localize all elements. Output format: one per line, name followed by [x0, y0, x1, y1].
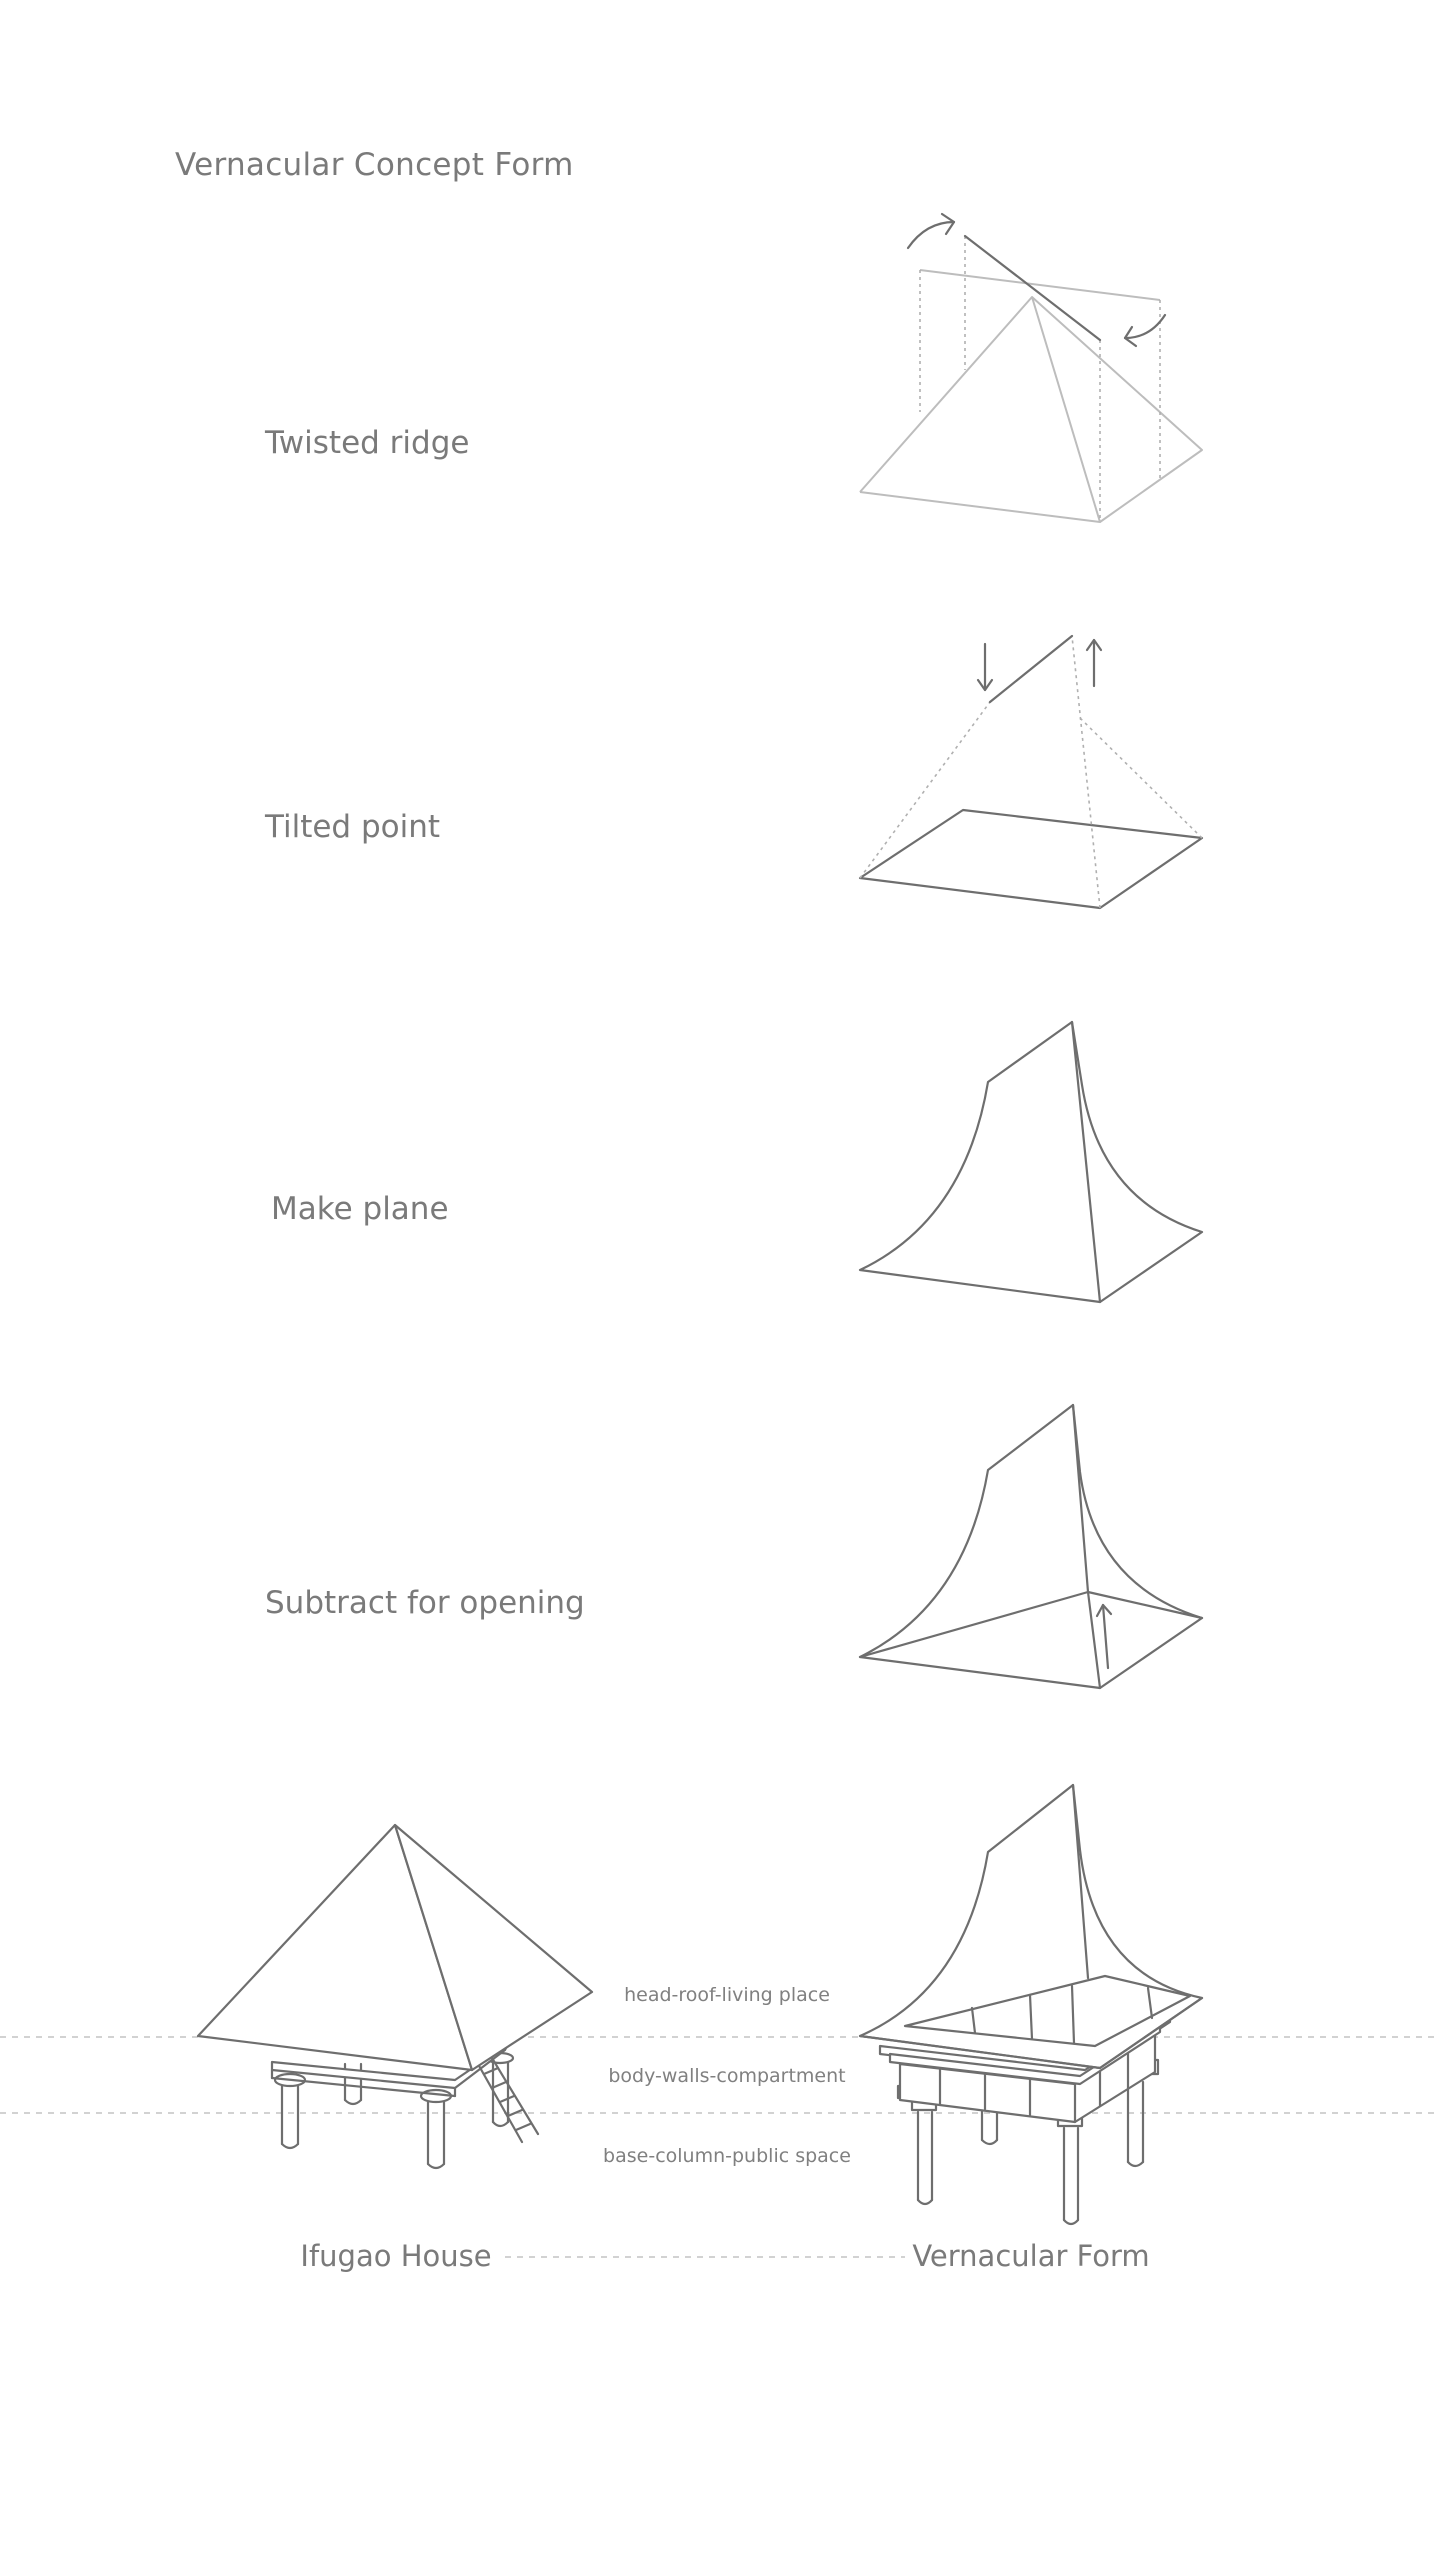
footer-label-ifugao-house: Ifugao House — [300, 2239, 492, 2273]
step-label-tilted-point: Tilted point — [265, 809, 441, 845]
make-plane-drawing — [860, 1022, 1202, 1302]
step-label-make-plane: Make plane — [271, 1191, 449, 1227]
step-label-subtract-opening: Subtract for opening — [265, 1585, 585, 1621]
footer-label-vernacular-form: Vernacular Form — [912, 2239, 1150, 2273]
layer-label-body: body-walls-compartment — [608, 2065, 846, 2087]
ifugao-house-drawing — [198, 1825, 592, 2168]
tilted-point-drawing — [860, 636, 1202, 908]
subtract-opening-drawing — [860, 1405, 1202, 1688]
step-label-twisted-ridge: Twisted ridge — [265, 425, 470, 461]
layer-label-head: head-roof-living place — [624, 1984, 830, 2006]
page-title: Vernacular Concept Form — [175, 147, 574, 183]
vernacular-form-drawing — [860, 1785, 1202, 2224]
layer-label-base: base-column-public space — [603, 2145, 851, 2167]
twisted-ridge-drawing — [860, 214, 1202, 522]
